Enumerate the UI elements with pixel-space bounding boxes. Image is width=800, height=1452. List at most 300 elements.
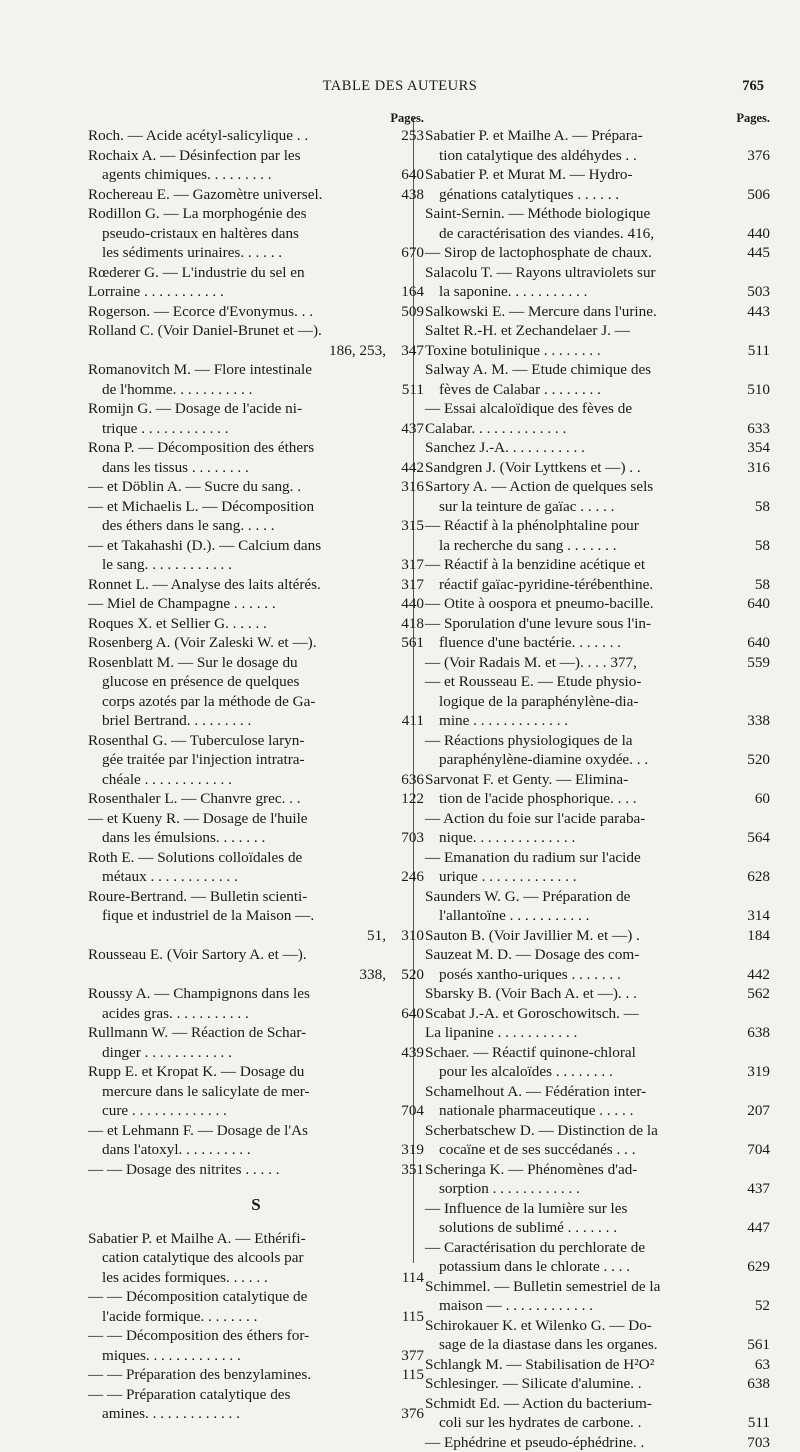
index-line-text: maison — . . . . . . . . . . . .: [425, 1296, 732, 1316]
index-line: [88, 126, 424, 146]
page-number: 765: [742, 78, 764, 95]
index-line-page: 447: [732, 1218, 770, 1238]
index-line-text: Salkowski E. — Mercure dans l'urine.: [425, 302, 732, 322]
index-line-text: Scherbatschew D. — Distinction de la: [425, 1121, 732, 1141]
index-line: [88, 1101, 424, 1121]
index-line-text: tion catalytique des aldéhydes . .: [425, 146, 732, 166]
index-line-text: — Emanation du radium sur l'acide: [425, 848, 732, 868]
index-line-page: 437: [386, 419, 424, 439]
index-line-page: 122: [386, 789, 424, 809]
index-line-text: — Ephédrine et pseudo-éphédrine. .: [425, 1433, 732, 1452]
index-line-page: 317: [386, 575, 424, 595]
index-line-text: fèves de Calabar . . . . . . . .: [425, 380, 732, 400]
index-line-text: Sauzeat M. D. — Dosage des com-: [425, 945, 732, 965]
index-line-text: — et Döblin A. — Sucre du sang. .: [88, 477, 386, 497]
index-line-text: miques. . . . . . . . . . . . .: [88, 1346, 386, 1366]
index-line-text: — Caractérisation du perchlorate de: [425, 1238, 732, 1258]
section-letter: S: [88, 1195, 424, 1215]
index-line-text: Rosenthaler L. — Chanvre grec. . .: [88, 789, 386, 809]
index-line-page: 52: [732, 1296, 770, 1316]
index-line: [88, 809, 424, 829]
index-line: [88, 438, 424, 458]
index-line-text: briel Bertrand. . . . . . . . .: [88, 711, 386, 731]
index-line: [425, 360, 770, 380]
index-line: [88, 672, 424, 692]
index-line: [425, 380, 770, 400]
index-line-text: — Influence de la lumière sur les: [425, 1199, 732, 1219]
index-line-text: coli sur les hydrates de carbone. .: [425, 1413, 732, 1433]
index-line: [425, 945, 770, 965]
index-line: [425, 458, 770, 478]
index-line-page: 638: [732, 1023, 770, 1043]
index-line-text: Rona P. — Décomposition des éthers: [88, 438, 386, 458]
index-line: [425, 828, 770, 848]
index-line: [425, 516, 770, 536]
index-line: [425, 1257, 770, 1277]
index-line: [88, 380, 424, 400]
index-line-text: Roussy A. — Champignons dans les: [88, 984, 386, 1004]
left-entries: [88, 126, 424, 1179]
index-line: [425, 575, 770, 595]
index-line-page: 115: [386, 1307, 424, 1327]
index-line: [88, 1062, 424, 1082]
index-line: [425, 185, 770, 205]
index-line: [88, 1121, 424, 1141]
index-line-text: — — Décomposition des éthers for-: [88, 1326, 386, 1346]
index-line-text: solutions de sublimé . . . . . . .: [425, 1218, 732, 1238]
index-line: [425, 1316, 770, 1336]
index-line-text: corps azotés par la méthode de Ga-: [88, 692, 386, 712]
index-line-page: 246: [386, 867, 424, 887]
index-line-text: gée traitée par l'injection intratra-: [88, 750, 386, 770]
index-line: [425, 692, 770, 712]
index-line-text: Romijn G. — Dosage de l'acide ni-: [88, 399, 386, 419]
index-line-text: cation catalytique des alcools par: [88, 1248, 386, 1268]
index-line-text: la recherche du sang . . . . . . .: [425, 536, 732, 556]
index-line-page: 377: [386, 1346, 424, 1366]
index-line: [88, 1023, 424, 1043]
index-line-page: 58: [732, 575, 770, 595]
index-line: [425, 965, 770, 985]
index-line: [425, 438, 770, 458]
index-line-page: 418: [386, 614, 424, 634]
index-line: [425, 1355, 770, 1375]
index-line-text: Roth E. — Solutions colloïdales de: [88, 848, 386, 868]
index-line: [425, 165, 770, 185]
index-line: [425, 1199, 770, 1219]
index-line: [425, 1394, 770, 1414]
index-line-text: Roure-Bertrand. — Bulletin scienti-: [88, 887, 386, 907]
index-line-text: La lipanine . . . . . . . . . . .: [425, 1023, 732, 1043]
index-line-text: Rosenblatt M. — Sur le dosage du: [88, 653, 386, 673]
index-line: [88, 399, 424, 419]
index-line-text: cure . . . . . . . . . . . . .: [88, 1101, 386, 1121]
index-line: [425, 302, 770, 322]
index-line: [425, 750, 770, 770]
index-line: [425, 672, 770, 692]
index-line: [425, 614, 770, 634]
index-line: [88, 302, 424, 322]
index-line: [88, 575, 424, 595]
index-line-text: — Réactions physiologiques de la: [425, 731, 732, 751]
index-line: [425, 243, 770, 263]
index-line-text: Rœderer G. — L'industrie du sel en: [88, 263, 386, 283]
index-line: [88, 1043, 424, 1063]
index-line-text: — Sporulation d'une levure sous l'in-: [425, 614, 732, 634]
index-line: [425, 1296, 770, 1316]
index-line-page: 440: [386, 594, 424, 614]
index-line-text: Saunders W. G. — Préparation de: [425, 887, 732, 907]
index-line: [88, 263, 424, 283]
index-line-page: 640: [386, 165, 424, 185]
index-line: [88, 1287, 424, 1307]
index-line-text: dans l'atoxyl. . . . . . . . . .: [88, 1140, 386, 1160]
index-line: [425, 731, 770, 751]
index-line-text: — Essai alcaloïdique des fèves de: [425, 399, 732, 419]
index-line: [425, 711, 770, 731]
index-line: [425, 126, 770, 146]
index-line-page: 310: [386, 926, 424, 946]
index-line-page: 559: [732, 653, 770, 673]
index-line-page: 347: [386, 341, 424, 361]
index-line: [425, 1043, 770, 1063]
index-line: [425, 1121, 770, 1141]
index-line: [88, 1365, 424, 1385]
index-line-page: 638: [732, 1374, 770, 1394]
index-line-text: logique de la paraphénylène-dia-: [425, 692, 732, 712]
index-line-text: de l'homme. . . . . . . . . . .: [88, 380, 386, 400]
index-line-text: posés xantho-uriques . . . . . . .: [425, 965, 732, 985]
index-line: [88, 321, 424, 341]
index-line: [425, 1277, 770, 1297]
index-line: [425, 419, 770, 439]
index-line-page: 338: [732, 711, 770, 731]
index-line-page: 703: [386, 828, 424, 848]
index-line-text: Sabatier P. et Mailhe A. — Ethérifi-: [88, 1229, 386, 1249]
index-line-page: 628: [732, 867, 770, 887]
index-line: [88, 1385, 424, 1405]
index-line: [88, 653, 424, 673]
index-line: [88, 945, 424, 965]
index-line: [425, 263, 770, 283]
index-line-page: 114: [386, 1268, 424, 1288]
index-line: [88, 633, 424, 653]
index-line: [88, 165, 424, 185]
index-line: [88, 887, 424, 907]
index-line-text: métaux . . . . . . . . . . . .: [88, 867, 386, 887]
index-line: [425, 282, 770, 302]
index-line: [88, 458, 424, 478]
index-line: [425, 1101, 770, 1121]
index-line-page: 704: [386, 1101, 424, 1121]
index-line-text: urique . . . . . . . . . . . . .: [425, 867, 732, 887]
index-line-page: 445: [732, 243, 770, 263]
index-line-text: Scabat J.-A. et Goroschowitsch. —: [425, 1004, 732, 1024]
index-line-text: sur la teinture de gaïac . . . . .: [425, 497, 732, 517]
index-line-page: 184: [732, 926, 770, 946]
index-line-text: Schimmel. — Bulletin semestriel de la: [425, 1277, 732, 1297]
index-line-text: — et Rousseau E. — Etude physio-: [425, 672, 732, 692]
index-line-page: 442: [732, 965, 770, 985]
index-line: [88, 828, 424, 848]
index-line: [425, 770, 770, 790]
index-line-page: 520: [386, 965, 424, 985]
index-line: [88, 224, 424, 244]
index-line-page: 63: [732, 1355, 770, 1375]
index-line-page: 58: [732, 536, 770, 556]
index-line-text: tion de l'acide phosphorique. . . .: [425, 789, 732, 809]
index-line-page: 509: [386, 302, 424, 322]
index-line-text: Sanchez J.-A. . . . . . . . . . .: [425, 438, 732, 458]
index-line: [425, 1160, 770, 1180]
index-line-text: Rogerson. — Ecorce d'Evonymus. . .: [88, 302, 386, 322]
index-line-page: 60: [732, 789, 770, 809]
index-line-text: pour les alcaloïdes . . . . . . . .: [425, 1062, 732, 1082]
index-line-page: 511: [732, 1413, 770, 1433]
index-line: [88, 594, 424, 614]
index-line: [88, 1346, 424, 1366]
index-line: [88, 692, 424, 712]
index-line: [88, 1140, 424, 1160]
index-line-text: sorption . . . . . . . . . . . .: [425, 1179, 732, 1199]
index-line: [88, 1082, 424, 1102]
index-line-text: 51,: [88, 926, 386, 946]
index-line-text: mine . . . . . . . . . . . . .: [425, 711, 732, 731]
index-line-text: Saint-Sernin. — Méthode biologique: [425, 204, 732, 224]
index-line: [88, 185, 424, 205]
index-line: [425, 594, 770, 614]
index-line: [88, 1229, 424, 1249]
index-line-text: Lorraine . . . . . . . . . . .: [88, 282, 386, 302]
index-line-text: Sbarsky B. (Voir Bach A. et —). . .: [425, 984, 732, 1004]
index-line-text: amines. . . . . . . . . . . . .: [88, 1404, 386, 1424]
index-line-page: 564: [732, 828, 770, 848]
left-column: [88, 111, 424, 1424]
index-line: [88, 770, 424, 790]
index-line-page: 640: [732, 594, 770, 614]
index-line-page: 316: [732, 458, 770, 478]
index-line-text: agents chimiques. . . . . . . . .: [88, 165, 386, 185]
index-line-text: sage de la diastase dans les organes.: [425, 1335, 732, 1355]
index-line-text: — — Préparation catalytique des: [88, 1385, 386, 1405]
index-line-text: paraphénylène-diamine oxydée. . .: [425, 750, 732, 770]
index-line-text: glucose en présence de quelques: [88, 672, 386, 692]
index-line: [88, 477, 424, 497]
index-line-page: 520: [732, 750, 770, 770]
index-line: [88, 204, 424, 224]
right-column: [425, 111, 770, 1452]
index-line: [88, 146, 424, 166]
index-line-page: 437: [732, 1179, 770, 1199]
index-line-page: 376: [386, 1404, 424, 1424]
index-line: [88, 243, 424, 263]
index-line: [425, 867, 770, 887]
index-line-text: Toxine botulinique . . . . . . . .: [425, 341, 732, 361]
index-line-text: — Sirop de lactophosphate de chaux.: [425, 243, 732, 263]
index-line-text: Sabatier P. et Murat M. — Hydro-: [425, 165, 732, 185]
index-line-text: Rochaix A. — Désinfection par les: [88, 146, 386, 166]
index-line-page: 442: [386, 458, 424, 478]
index-line: [88, 1404, 424, 1424]
index-line-text: Rolland C. (Voir Daniel-Brunet et —).: [88, 321, 386, 341]
index-line-page: 511: [732, 341, 770, 361]
index-line-text: — et Michaelis L. — Décomposition: [88, 497, 386, 517]
index-line: [425, 1023, 770, 1043]
index-line-text: Sabatier P. et Mailhe A. — Prépara-: [425, 126, 732, 146]
index-line-page: 561: [732, 1335, 770, 1355]
index-line: [425, 906, 770, 926]
index-line-page: 314: [732, 906, 770, 926]
index-line-page: 636: [386, 770, 424, 790]
running-title: TABLE DES AUTEURS: [0, 78, 800, 95]
index-line: [425, 204, 770, 224]
pages-label: Pages.: [88, 111, 424, 126]
index-line-text: potassium dans le chlorate . . . .: [425, 1257, 732, 1277]
index-line: [425, 321, 770, 341]
index-line: [88, 360, 424, 380]
index-line-page: 164: [386, 282, 424, 302]
index-line-text: Schirokauer K. et Wilenko G. — Do-: [425, 1316, 732, 1336]
index-line: [88, 555, 424, 575]
index-line: [425, 653, 770, 673]
index-line-text: 186, 253,: [88, 341, 386, 361]
index-line-page: 115: [386, 1365, 424, 1385]
index-line-text: les sédiments urinaires. . . . . .: [88, 243, 386, 263]
index-line-text: Schmidt Ed. — Action du bacterium-: [425, 1394, 732, 1414]
index-line: [88, 516, 424, 536]
index-line-text: Sauton B. (Voir Javillier M. et —) .: [425, 926, 732, 946]
index-line: [425, 984, 770, 1004]
index-line: [88, 1248, 424, 1268]
index-line: [88, 789, 424, 809]
index-line-text: — (Voir Radais M. et —). . . . 377,: [425, 653, 732, 673]
index-line-text: Rousseau E. (Voir Sartory A. et —).: [88, 945, 386, 965]
index-line: [425, 146, 770, 166]
index-line: [425, 536, 770, 556]
right-entries: [425, 126, 770, 1452]
index-line-text: Sarvonat F. et Genty. — Elimina-: [425, 770, 732, 790]
index-line-text: Schamelhout A. — Fédération inter-: [425, 1082, 732, 1102]
left-entries-s: [88, 1229, 424, 1424]
index-line-text: fluence d'une bactérie. . . . . . .: [425, 633, 732, 653]
index-line-text: — et Kueny R. — Dosage de l'huile: [88, 809, 386, 829]
index-line-text: acides gras. . . . . . . . . . .: [88, 1004, 386, 1024]
index-line-text: dinger . . . . . . . . . . . .: [88, 1043, 386, 1063]
index-line: [425, 1433, 770, 1452]
index-line-text: de caractérisation des viandes. 416,: [425, 224, 732, 244]
index-line: [425, 1140, 770, 1160]
index-line: [425, 1413, 770, 1433]
index-line-text: Rosenthal G. — Tuberculose laryn-: [88, 731, 386, 751]
index-line: [425, 789, 770, 809]
index-line-page: 439: [386, 1043, 424, 1063]
index-line: [88, 731, 424, 751]
index-line-text: Rochereau E. — Gazomètre universel.: [88, 185, 386, 205]
index-line-page: 319: [386, 1140, 424, 1160]
index-line-text: Schaer. — Réactif quinone-chloral: [425, 1043, 732, 1063]
index-line: [425, 887, 770, 907]
index-line-text: Sartory A. — Action de quelques sels: [425, 477, 732, 497]
index-line: [425, 224, 770, 244]
index-line-page: 506: [732, 185, 770, 205]
index-line-text: pseudo-cristaux en haltères dans: [88, 224, 386, 244]
index-line-page: 440: [732, 224, 770, 244]
index-line-text: génations catalytiques . . . . . .: [425, 185, 732, 205]
index-line-text: — — Décomposition catalytique de: [88, 1287, 386, 1307]
index-line: [425, 1335, 770, 1355]
index-line-text: 338,: [88, 965, 386, 985]
index-line: [88, 750, 424, 770]
index-line-text: fique et industriel de la Maison —.: [88, 906, 386, 926]
index-line: [88, 848, 424, 868]
index-line-text: réactif gaïac-pyridine-térébenthine.: [425, 575, 732, 595]
index-line: [425, 848, 770, 868]
index-line: [425, 1004, 770, 1024]
index-line: [425, 555, 770, 575]
index-line-text: Roques X. et Sellier G. . . . . .: [88, 614, 386, 634]
index-line-text: nationale pharmaceutique . . . . .: [425, 1101, 732, 1121]
index-line-page: 351: [386, 1160, 424, 1180]
index-line: [88, 1326, 424, 1346]
index-line: [88, 1004, 424, 1024]
index-line: [88, 497, 424, 517]
index-line-page: 317: [386, 555, 424, 575]
index-line-text: — Réactif à la benzidine acétique et: [425, 555, 732, 575]
index-line-text: chéale . . . . . . . . . . . .: [88, 770, 386, 790]
index-line-text: trique . . . . . . . . . . . .: [88, 419, 386, 439]
index-line-text: Scheringa K. — Phénomènes d'ad-: [425, 1160, 732, 1180]
index-line: [425, 341, 770, 361]
index-line: [425, 1238, 770, 1258]
index-line: [425, 926, 770, 946]
index-line-text: Rodillon G. — La morphogénie des: [88, 204, 386, 224]
index-line-page: 670: [386, 243, 424, 263]
index-line: [88, 614, 424, 634]
index-line: [88, 906, 424, 926]
index-line-text: la saponine. . . . . . . . . . .: [425, 282, 732, 302]
index-line-text: Schlesinger. — Silicate d'alumine. .: [425, 1374, 732, 1394]
index-line-text: — Réactif à la phénolphtaline pour: [425, 516, 732, 536]
index-line-page: 443: [732, 302, 770, 322]
index-line-text: — Otite à oospora et pneumo-bacille.: [425, 594, 732, 614]
index-line-page: 58: [732, 497, 770, 517]
index-line-page: 253: [386, 126, 424, 146]
index-line-text: Sandgren J. (Voir Lyttkens et —) . .: [425, 458, 732, 478]
index-line: [88, 926, 424, 946]
index-line-text: Saltet R.-H. et Zechandelaer J. —: [425, 321, 732, 341]
index-line-page: 376: [732, 146, 770, 166]
index-line-page: 510: [732, 380, 770, 400]
index-line-page: 411: [386, 711, 424, 731]
index-line-text: les acides formiques. . . . . .: [88, 1268, 386, 1288]
index-line-text: Ronnet L. — Analyse des laits altérés.: [88, 575, 386, 595]
index-line-text: l'acide formique. . . . . . . .: [88, 1307, 386, 1327]
index-line: [88, 419, 424, 439]
index-line: [425, 497, 770, 517]
index-line: [88, 282, 424, 302]
index-line: [88, 341, 424, 361]
index-line-text: mercure dans le salicylate de mer-: [88, 1082, 386, 1102]
index-line-text: le sang. . . . . . . . . . . .: [88, 555, 386, 575]
pages-label-right: Pages.: [425, 111, 770, 126]
index-line-page: 503: [732, 282, 770, 302]
index-line: [425, 1179, 770, 1199]
index-line-page: 438: [386, 185, 424, 205]
index-line-page: 316: [386, 477, 424, 497]
index-line-text: Roch. — Acide acétyl-salicylique . .: [88, 126, 386, 146]
index-line-text: Rullmann W. — Réaction de Schar-: [88, 1023, 386, 1043]
index-line-page: 704: [732, 1140, 770, 1160]
